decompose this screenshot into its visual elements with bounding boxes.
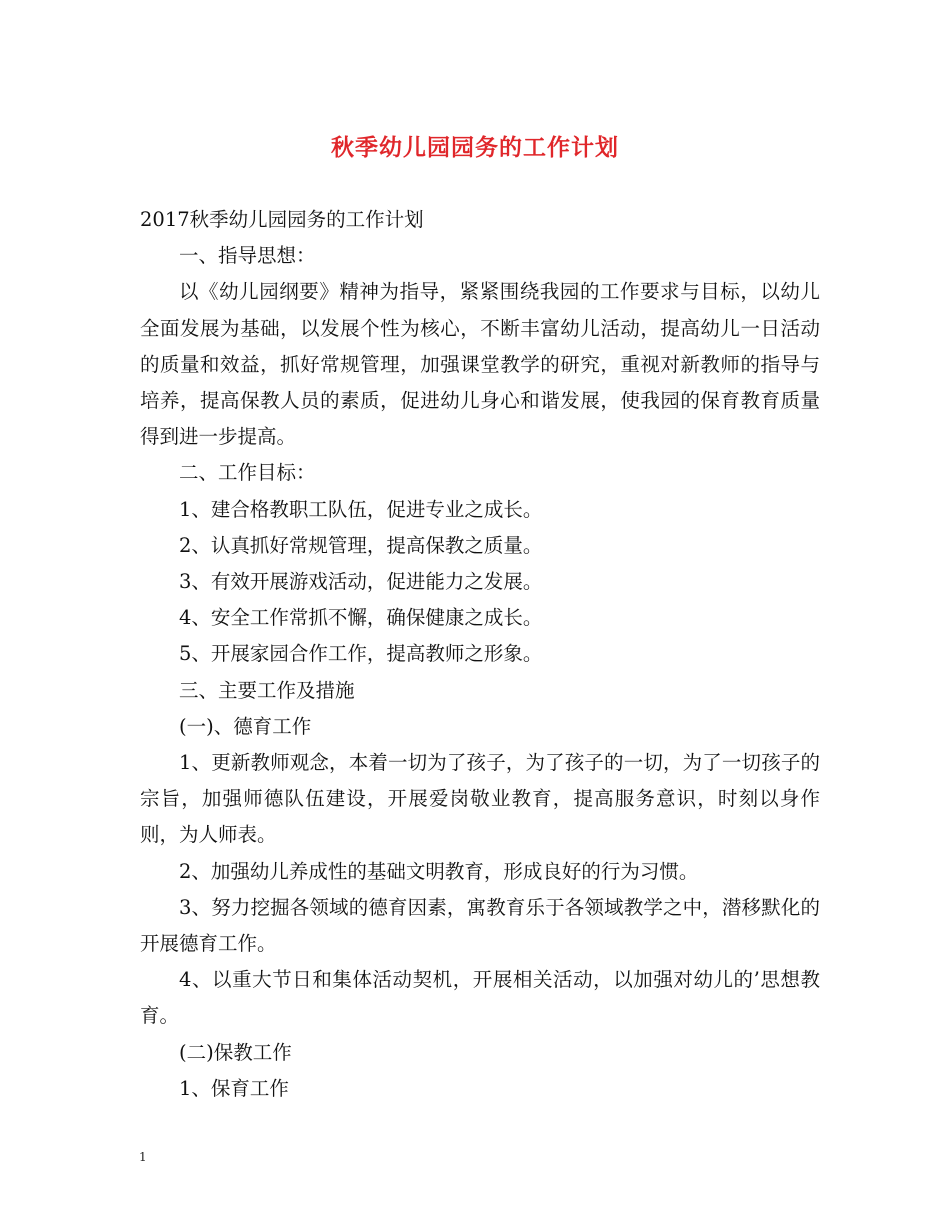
list-item-goal-2: 2、认真抓好常规管理，提高保教之质量。 [179, 533, 543, 557]
section-heading-guiding-ideology: 一、指导思想： [179, 244, 316, 268]
section-heading-work-goals: 二、工作目标： [179, 461, 316, 485]
paragraph-guiding-ideology: 以《幼儿园纲要》精神为指导，紧紧围绕我园的工作要求与目标，以幼儿全面发展为基础，以发展个性为核心，不断丰富幼儿活动，提高幼儿一日活动的质量和效益，抓好常规管理，加强课堂教学的研究，重视对新教师的指导与培养，提高保教人员的素质，促进幼儿身心和谐发展，使我园的保育教育质量得到进一步提高。 [140, 280, 820, 449]
list-item-moral-1: 1、更新教师观念，本着一切为了孩子，为了孩子的一切，为了一切孩子的宗旨，加强师德队伍建设，开展爱岗敬业教育，提高服务意识，时刻以身作则，为人师表。 [140, 751, 820, 847]
list-item-moral-2: 2、加强幼儿养成性的基础文明教育，形成良好的行为习惯。 [179, 859, 699, 883]
document-body [140, 202, 820, 1107]
list-item-moral-4: 4、以重大节日和集体活动契机，开展相关活动，以加强对幼儿的’思想教育。 [140, 968, 820, 1028]
list-item-care-1: 1、保育工作 [179, 1076, 289, 1100]
section-heading-main-work: 三、主要工作及措施 [179, 678, 355, 702]
subsection-heading-care-education: (二)保教工作 [179, 1040, 292, 1064]
list-item-goal-1: 1、建合格教职工队伍，促进专业之成长。 [179, 497, 543, 521]
list-item-moral-3: 3、努力挖掘各领域的德育因素，寓教育乐于各领域教学之中，潜移默化的开展德育工作。 [140, 895, 820, 956]
list-item-goal-4: 4、安全工作常抓不懈，确保健康之成长。 [179, 606, 543, 630]
page-number: 1 [139, 1150, 147, 1164]
list-item-goal-5: 5、开展家园合作工作，提高教师之形象。 [179, 642, 543, 666]
list-item-goal-3: 3、有效开展游戏活动，促进能力之发展。 [179, 570, 543, 594]
document-title: 秋季幼儿园园务的工作计划 [331, 134, 619, 161]
paragraph-subtitle: 2017秋季幼儿园园务的工作计划 [140, 208, 424, 231]
subsection-heading-moral-education: (一)、德育工作 [179, 714, 312, 738]
